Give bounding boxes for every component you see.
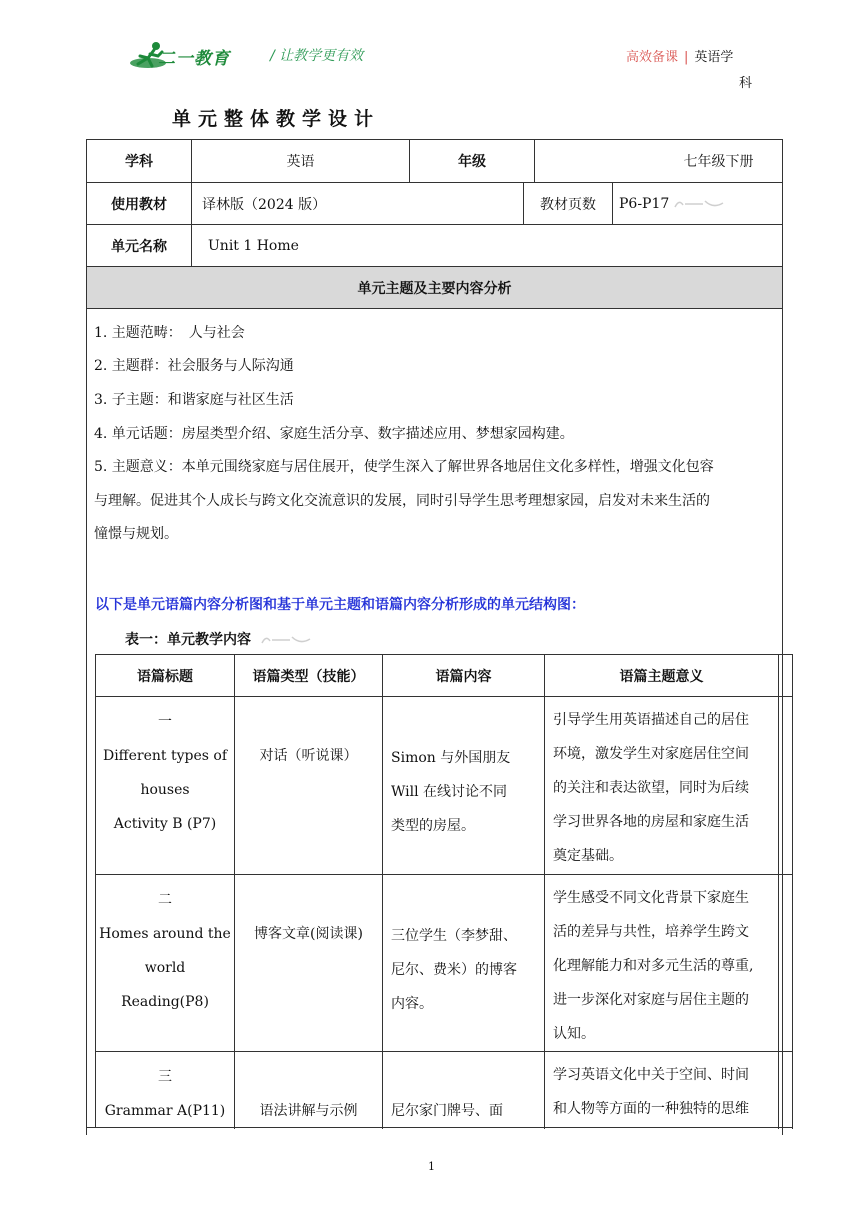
row-1-content-line-1: Simon 与外国朋友 bbox=[391, 750, 511, 766]
tag-subject: 英语学 bbox=[694, 50, 734, 65]
row-3-meaning-line-1: 学习英语文化中关于空间、时间 bbox=[553, 1067, 749, 1083]
table-row-1-type bbox=[235, 697, 383, 875]
slogan: / 让教学更有效 bbox=[270, 48, 364, 64]
table-row-1-title bbox=[96, 697, 235, 875]
analysis-item-4: 4. 单元话题：房屋类型介绍、家庭生活分享、数字描述应用、梦想家园构建。 bbox=[94, 426, 574, 442]
analysis-item-5-end: 憧憬与规划。 bbox=[94, 526, 178, 542]
header-title: 语篇标题 bbox=[96, 655, 235, 697]
tag-subject-wrap: 科 bbox=[739, 76, 753, 91]
analysis-note: 以下是单元语篇内容分析图和基于单元主题和语篇内容分析形成的单元结构图： bbox=[95, 597, 585, 613]
row-2-content-line-3: 内容。 bbox=[391, 996, 433, 1012]
row-1-title-line-2: houses bbox=[140, 782, 190, 798]
header-type: 语篇类型（技能） bbox=[235, 655, 383, 697]
watermark-logo-icon bbox=[260, 633, 312, 647]
table-caption-text: 表一：单元教学内容 bbox=[125, 632, 251, 648]
row-2-meaning-line-3: 化理解能力和对多元生活的尊重, bbox=[553, 958, 754, 974]
table-row-1-meaning bbox=[545, 697, 779, 875]
info-table bbox=[86, 139, 783, 308]
header-content: 语篇内容 bbox=[383, 655, 545, 697]
textbook-label: 使用教材 bbox=[87, 183, 192, 225]
row-3-type: 语法讲解与示例 bbox=[259, 1103, 358, 1119]
row-1-meaning-line-4: 学习世界各地的房屋和家庭生活 bbox=[553, 814, 749, 830]
subject-value: 英语 bbox=[192, 140, 410, 183]
row-3-content-line-1: 尼尔家门牌号、面 bbox=[391, 1103, 503, 1119]
header-tags bbox=[626, 46, 733, 65]
row-2-content-line-1: 三位学生（李梦甜、 bbox=[391, 928, 517, 944]
analysis-item-5-cont: 与理解。促进其个人成长与跨文化交流意识的发展，同时引导学生思考理想家园，启发对未来生活的 bbox=[94, 493, 710, 509]
row-2-type: 博客文章(阅读课) bbox=[254, 926, 363, 942]
table-row-2-title bbox=[96, 875, 235, 1052]
analysis-item-2: 2. 主题群：社会服务与人际沟通 bbox=[94, 358, 294, 374]
analysis-item-5: 5. 主题意义：本单元围绕家庭与居住展开，使学生深入了解世界各地居住文化多样性，增强文化包容 bbox=[94, 459, 714, 475]
page-bottom-rule bbox=[86, 1127, 793, 1128]
row-1-type: 对话（听说课） bbox=[259, 748, 358, 764]
analysis-item-3: 3. 子主题：和谐家庭与社区生活 bbox=[94, 392, 294, 408]
row-3-title-line-1: Grammar A(P11) bbox=[104, 1103, 226, 1119]
row-2-content-line-2: 尼尔、费米）的博客 bbox=[391, 962, 517, 978]
unit-label: 单元名称 bbox=[87, 225, 192, 267]
row-2-title-line-3: Reading(P8) bbox=[121, 994, 209, 1010]
table-row-3-meaning bbox=[545, 1052, 779, 1129]
row-3-meaning-line-2: 和人物等方面的一种独特的思维 bbox=[553, 1101, 749, 1117]
row-1-meaning-line-5: 奠定基础。 bbox=[553, 848, 623, 864]
grade-value: 七年级下册 bbox=[535, 140, 783, 183]
row-2-meaning-line-4: 进一步深化对家庭与居住主题的 bbox=[553, 992, 749, 1008]
row-2-meaning-line-5: 认知。 bbox=[553, 1026, 595, 1042]
extra-column bbox=[779, 875, 793, 1052]
pages-label: 教材页数 bbox=[524, 183, 613, 225]
row-1-content-line-2: Will 在线讨论不同 bbox=[391, 784, 508, 800]
row-3-title-num: 三 bbox=[158, 1069, 172, 1085]
row-2-title-num: 二 bbox=[158, 892, 172, 908]
row-2-title-line-2: world bbox=[144, 960, 186, 976]
tag-separator: | bbox=[684, 50, 689, 65]
row-1-title-line-3: Activity B (P7) bbox=[113, 816, 217, 832]
unit-value: Unit 1 Home bbox=[192, 225, 783, 267]
watermark-logo-icon bbox=[673, 197, 725, 211]
row-2-title-line-1: Homes around the bbox=[99, 926, 231, 942]
pages-cell bbox=[613, 183, 783, 225]
table-row-3-type bbox=[235, 1052, 383, 1129]
document-title: 单元整体教学设计 bbox=[172, 108, 381, 130]
row-1-meaning-line-2: 环境，激发学生对家庭居住空间 bbox=[553, 746, 749, 762]
header-meaning: 语篇主题意义 bbox=[545, 655, 779, 697]
table-row-2-content bbox=[383, 875, 545, 1052]
textbook-value: 译林版（2024 版） bbox=[192, 183, 524, 225]
row-1-content-line-3: 类型的房屋。 bbox=[391, 818, 475, 834]
subject-label: 学科 bbox=[87, 140, 192, 183]
table-row-2-meaning bbox=[545, 875, 779, 1052]
table-row-1-content bbox=[383, 697, 545, 875]
extra-column bbox=[779, 655, 793, 697]
extra-column bbox=[779, 697, 793, 875]
pages-value: P6-P17 bbox=[619, 195, 670, 212]
row-1-title-line-1: Different types of bbox=[102, 748, 228, 764]
table-row-2-type bbox=[235, 875, 383, 1052]
table-row-3-title bbox=[96, 1052, 235, 1129]
extra-column bbox=[779, 1052, 793, 1129]
content-table bbox=[95, 654, 793, 1128]
section-header: 单元主题及主要内容分析 bbox=[87, 267, 783, 309]
row-1-title-num: 一 bbox=[158, 714, 172, 730]
page-number: 1 bbox=[428, 1160, 435, 1173]
row-2-meaning-line-2: 活的差异与共性，培养学生跨文 bbox=[553, 924, 749, 940]
tag-efficient: 高效备课 bbox=[626, 50, 679, 65]
analysis-item-1: 1. 主题范畴： 人与社会 bbox=[94, 325, 245, 341]
table-row-3-content bbox=[383, 1052, 545, 1129]
row-1-meaning-line-1: 引导学生用英语描述自己的居住 bbox=[553, 712, 749, 728]
grade-label: 年级 bbox=[410, 140, 535, 183]
brand-name: 二一教育 bbox=[158, 49, 230, 69]
row-2-meaning-line-1: 学生感受不同文化背景下家庭生 bbox=[553, 890, 749, 906]
table-caption bbox=[125, 629, 312, 649]
row-1-meaning-line-3: 的关注和表达欲望，同时为后续 bbox=[553, 780, 749, 796]
